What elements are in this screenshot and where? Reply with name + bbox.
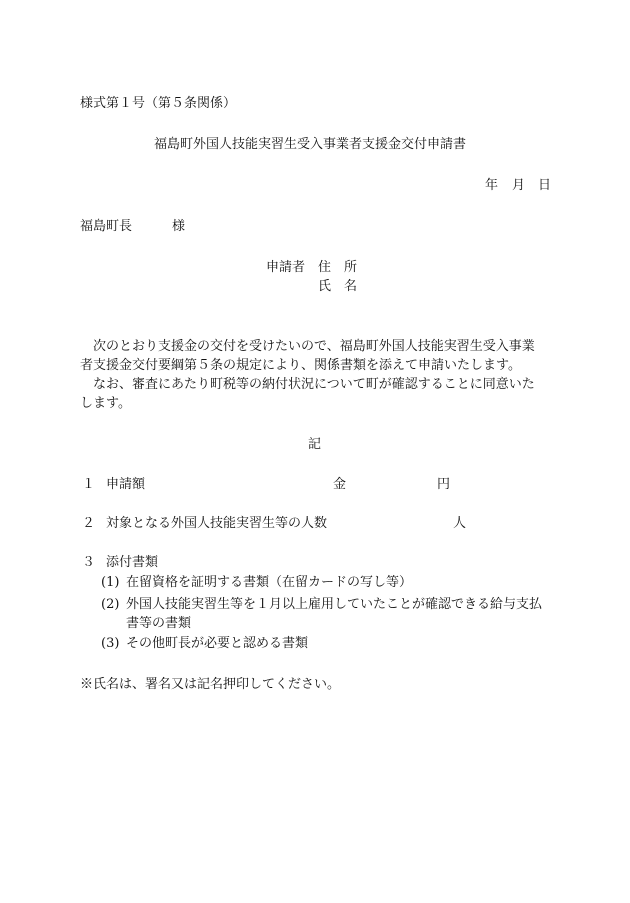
addressee-name: 福島町長 — [80, 219, 133, 234]
body-paragraph-2-line-1: なお、審査にあたり町税等の納付状況について町が確認することに同意いた — [93, 377, 535, 392]
item3-sub2-number: (2) — [101, 597, 120, 612]
item3-label: 添付書類 — [106, 555, 159, 570]
ki-heading: 記 — [308, 437, 322, 452]
body-paragraph-2-line-2: します。 — [80, 396, 131, 411]
item3-sub1-text: 在留資格を証明する書類（在留カードの写し等） — [126, 575, 413, 590]
item2-number: ２ — [82, 516, 96, 531]
date-year: 年 — [485, 178, 499, 193]
item1-prefix: 金 — [333, 477, 347, 492]
item1-label: 申請額 — [106, 477, 146, 492]
applicant-name-label: 氏 名 — [318, 279, 358, 294]
item3-number: ３ — [82, 555, 96, 570]
item3-sub1-number: (1) — [101, 575, 120, 590]
body-paragraph-1-line-1: 次のとおり支援金の交付を受けたいので、福島町外国人技能実習生受入事業 — [93, 339, 535, 354]
addressee-honorific: 様 — [172, 219, 186, 234]
item3-sub3-number: (3) — [101, 636, 120, 651]
item1-number: １ — [82, 477, 96, 492]
applicant-label: 申請者 — [266, 260, 306, 275]
item2-unit: 人 — [453, 516, 467, 531]
item1-unit: 円 — [437, 477, 451, 492]
document-title: 福島町外国人技能実習生受入事業者支援金交付申請書 — [154, 137, 467, 152]
body-paragraph-1-line-2: 者支援金交付要綱第５条の規定により、関係書類を添えて申請いたします。 — [80, 358, 521, 373]
item3-sub2-text-line-1: 外国人技能実習生等を１月以上雇用していたことが確認できる給与支払 — [126, 597, 543, 612]
date-day: 日 — [538, 178, 552, 193]
signature-note: ※氏名は、署名又は記名押印してください。 — [80, 677, 341, 692]
date-month: 月 — [512, 178, 526, 193]
item3-sub2-text-line-2: 書等の書類 — [126, 616, 192, 631]
applicant-address-label: 住 所 — [318, 260, 358, 275]
item3-sub3-text: その他町長が必要と認める書類 — [126, 636, 309, 651]
item2-label: 対象となる外国人技能実習生等の人数 — [106, 516, 328, 531]
form-number: 様式第１号（第５条関係） — [80, 96, 237, 111]
